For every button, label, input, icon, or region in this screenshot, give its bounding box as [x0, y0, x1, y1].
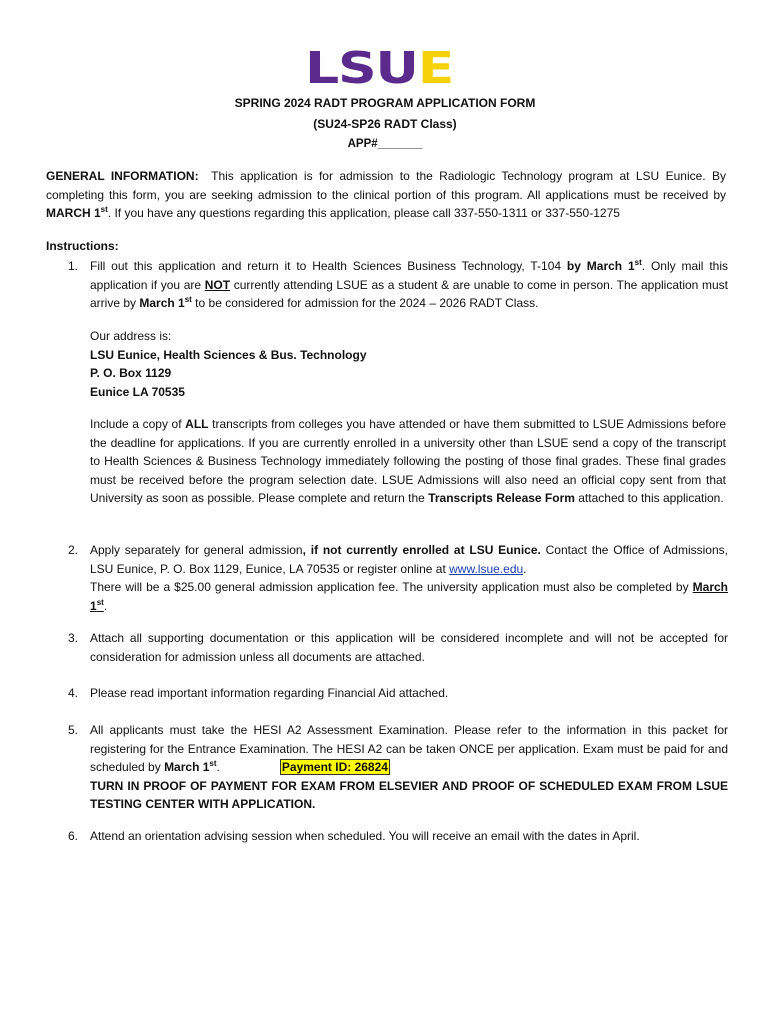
instruction-item-3: 3. Attach all supporting documentation or this application will be considered incomplete and will not be accepted for consideration for admission unless all documents are attached.: [68, 631, 728, 664]
instructions-heading: Instructions:: [46, 239, 119, 253]
app-number: APP#_______: [347, 138, 423, 150]
logo-lsu: LSU: [305, 43, 418, 94]
lsue-website-link[interactable]: www.lsue.edu: [449, 561, 524, 576]
proof-of-payment-notice: TURN IN PROOF OF PAYMENT FOR EXAM FROM ELSEVIER AND PROOF OF SCHEDULED EXAM FROM LSUE TESTING CENTER WITH APPLICATION.: [90, 778, 728, 812]
lsue-logo: [305, 43, 465, 94]
instruction-item-2: 2. Apply separately for general admission, if not currently enrolled at LSU Eunice. Contact the Office of Admissions, LSU Eunice, P. O. Box 1129, Eunice, LA 70535 or register online at www.lsue.edu. There will be a $25.00 general admission application fee. The university application must also be completed by March 1st.: [68, 543, 728, 613]
form-subtitle: (SU24-SP26 RADT Class): [313, 117, 457, 131]
transcripts-paragraph: Include a copy of ALL transcripts from colleges you have attended or have them submitted to LSUE Admissions before the deadline for applications. If you are currently enrolled in a university other than LSUE send a copy of the transcript to Health Sciences & Business Technology immediately following the posting of those final grades. These final grades must be received before the program selection date. LSUE Admissions will also need an official copy sent from that University as soon as possible. Please complete and return the Transcripts Release Form attached to this application.: [90, 417, 726, 506]
instruction-item-6: 6. Attend an orientation advising session when scheduled. You will receive an email with the dates in April.: [68, 829, 640, 843]
instruction-item-1: 1. Fill out this application and return it to Health Sciences Business Technology, T-104 by March 1st. Only mail this application if you are NOT currently attending LSUE as a student & are unable to come in person. The application must arrive by March 1st to be considered for admission for the 2024 – 2026 RADT Class.: [68, 258, 729, 311]
general-label: GENERAL INFORMATION:: [46, 169, 199, 183]
form-title: SPRING 2024 RADT PROGRAM APPLICATION FORM: [234, 96, 536, 110]
general-information: GENERAL INFORMATION: This application is for admission to the Radiologic Technology program at LSU Eunice. By completing this form, you are seeking admission to the clinical portion of this program. All applications must be received by MARCH 1st. If you have any questions regarding this application, please call 337-550-1311 or 337-550-1275: [46, 169, 726, 221]
mailing-address: Our address is: LSU Eunice, Health Sciences & Bus. Technology P. O. Box 1129 Eunice LA 70535: [90, 329, 367, 399]
instruction-item-5: 5. All applicants must take the HESI A2 Assessment Examination. Please refer to the information in this packet for registering for the Entrance Examination. The HESI A2 can be taken ONCE per application. Exam must be paid for and scheduled by March 1st. Payment ID: 26824 TURN IN PROOF OF PAYMENT FOR EXAM FROM ELSEVIER AND PROOF OF SCHEDULED EXAM FROM LSUE TESTING CENTER WITH APPLICATION.: [68, 723, 728, 812]
payment-id-highlight: Payment ID: 26824: [281, 760, 388, 775]
logo-e: E: [417, 43, 454, 94]
instruction-item-4: 4. Please read important information regarding Financial Aid attached.: [68, 686, 449, 700]
